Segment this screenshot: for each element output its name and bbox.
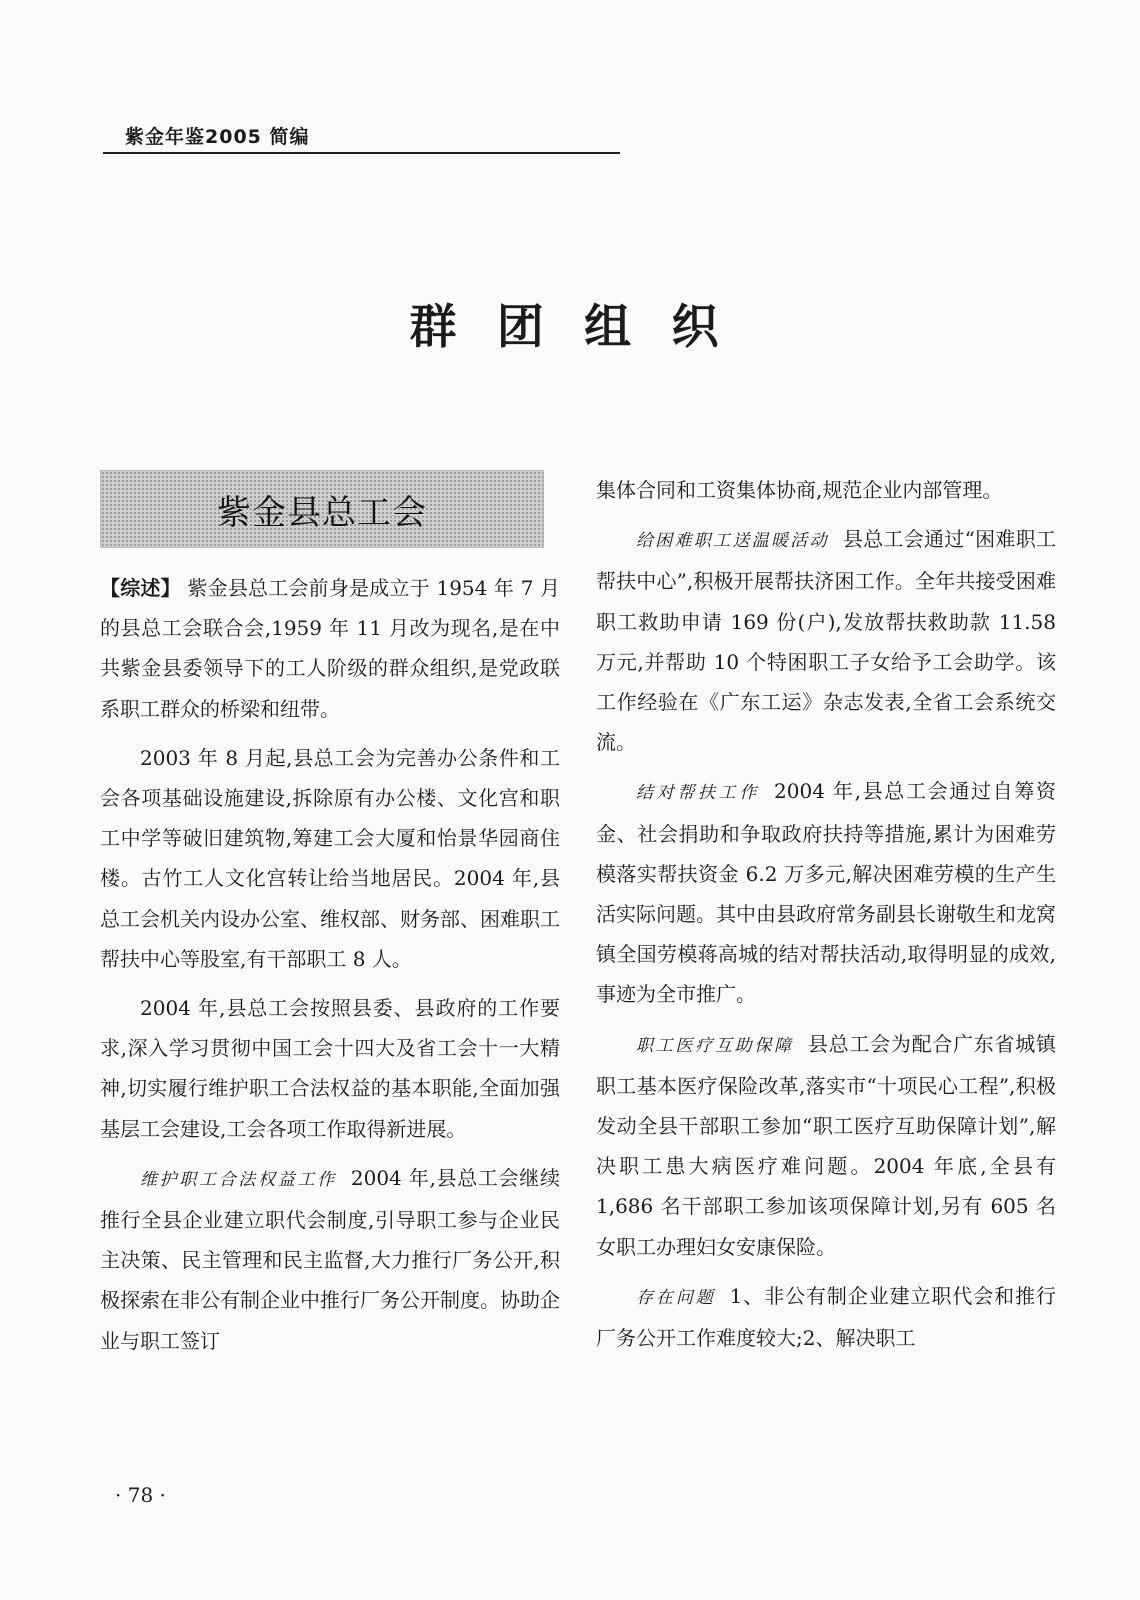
chapter-title: 群 团 组 织 xyxy=(409,300,731,355)
paragraph-2004: 2004 年,县总工会按照县委、县政府的工作要求,深入学习贯彻中国工会十四大及省工会十一大精神,切实履行维护职工合法权益的基本职能,全面加强基层工会建设,工会各项工作取得新进展。 xyxy=(100,996,560,1141)
problems-paragraph xyxy=(596,1276,1056,1358)
pairing-text: 2004 年,县总工会通过自筹资金、社会捐助和争取政府扶持等措施,累计为困难劳模落实帮扶资金 6.2 万多元,解决困难劳模的生产生活实际问题。其中由县政府常务副县长谢敬生和龙窝镇全国劳模蒋高城的结对帮扶活动,取得明显的成效,事迹为全市推广。 xyxy=(596,779,1056,1007)
warmth-text: 县总工会通过“困难职工帮扶中心”,积极开展帮扶济困工作。全年共接受困难职工救助申请 169 份(户),发放帮扶救助款 11.58 万元,并帮助 10 个特困职工子女给予工会助学。该工作经验在《广东工运》杂志发表,全省工会系统交流。 xyxy=(596,527,1056,755)
overview-paragraph xyxy=(100,568,560,729)
warmth-subhead: 给困难职工送温暖活动 xyxy=(636,531,829,552)
rights-text: 2004 年,县总工会继续推行全县企业建立职代会制度,引导职工参与企业民主决策、民主管理和民主监督,大力推行厂务公开,积极探索在非公有制企业中推行厂务公开制度。协助企业与职工签订 xyxy=(100,1165,560,1353)
overview-text: 紫金县总工会前身是成立于 1954 年 7 月的县总工会联合会,1959 年 11 月改为现名,是在中共紫金县委领导下的工人阶级的群众组织,是党政联系职工群众的桥梁和纽带。 xyxy=(100,576,560,721)
rights-subhead: 维护职工合法权益工作 xyxy=(140,1169,337,1190)
medical-text: 县总工会为配合广东省城镇职工基本医疗保险改革,落实市“十项民心工程”,积极发动全县干部职工参加“职工医疗互助保障计划”,解决职工患大病医疗难问题。2004 年底,全县有 1,686 名干部职工参加该项保障计划,另有 605 名女职工办理妇女安康保险。 xyxy=(596,1031,1057,1259)
overview-lead: 【综述】 xyxy=(100,576,181,600)
section-title-box xyxy=(100,470,544,548)
problems-subhead: 存在问题 xyxy=(636,1287,716,1308)
continued-paragraph: 集体合同和工资集体协商,规范企业内部管理。 xyxy=(596,478,1003,502)
rights-paragraph xyxy=(100,1158,560,1361)
medical-paragraph xyxy=(596,1024,1056,1267)
section-title: 紫金县总工会 xyxy=(217,492,427,533)
left-column xyxy=(100,568,560,1370)
warmth-paragraph xyxy=(596,519,1056,762)
right-column xyxy=(596,470,1056,1367)
header-rule xyxy=(103,152,620,154)
pairing-subhead: 结对帮扶工作 xyxy=(636,783,761,804)
pairing-paragraph xyxy=(596,771,1056,1014)
page-number: · 78 · xyxy=(115,1483,166,1507)
medical-subhead: 职工医疗互助保障 xyxy=(636,1035,794,1056)
paragraph-2003: 2003 年 8 月起,县总工会为完善办公条件和工会各项基础设施建设,拆除原有办公楼、文化宫和职工中学等破旧建筑物,筹建工会大厦和怡景华园商住楼。古竹工人文化宫转让给当地居民。2004 年,县总工会机关内设办公室、维权部、财务部、困难职工帮扶中心等股室,有干部职工 8 人。 xyxy=(100,745,560,971)
running-head: 紫金年鉴2005 简编 xyxy=(125,126,310,148)
problems-text: 1、非公有制企业建立职代会和推行厂务公开工作难度较大;2、解决职工 xyxy=(596,1283,1056,1351)
